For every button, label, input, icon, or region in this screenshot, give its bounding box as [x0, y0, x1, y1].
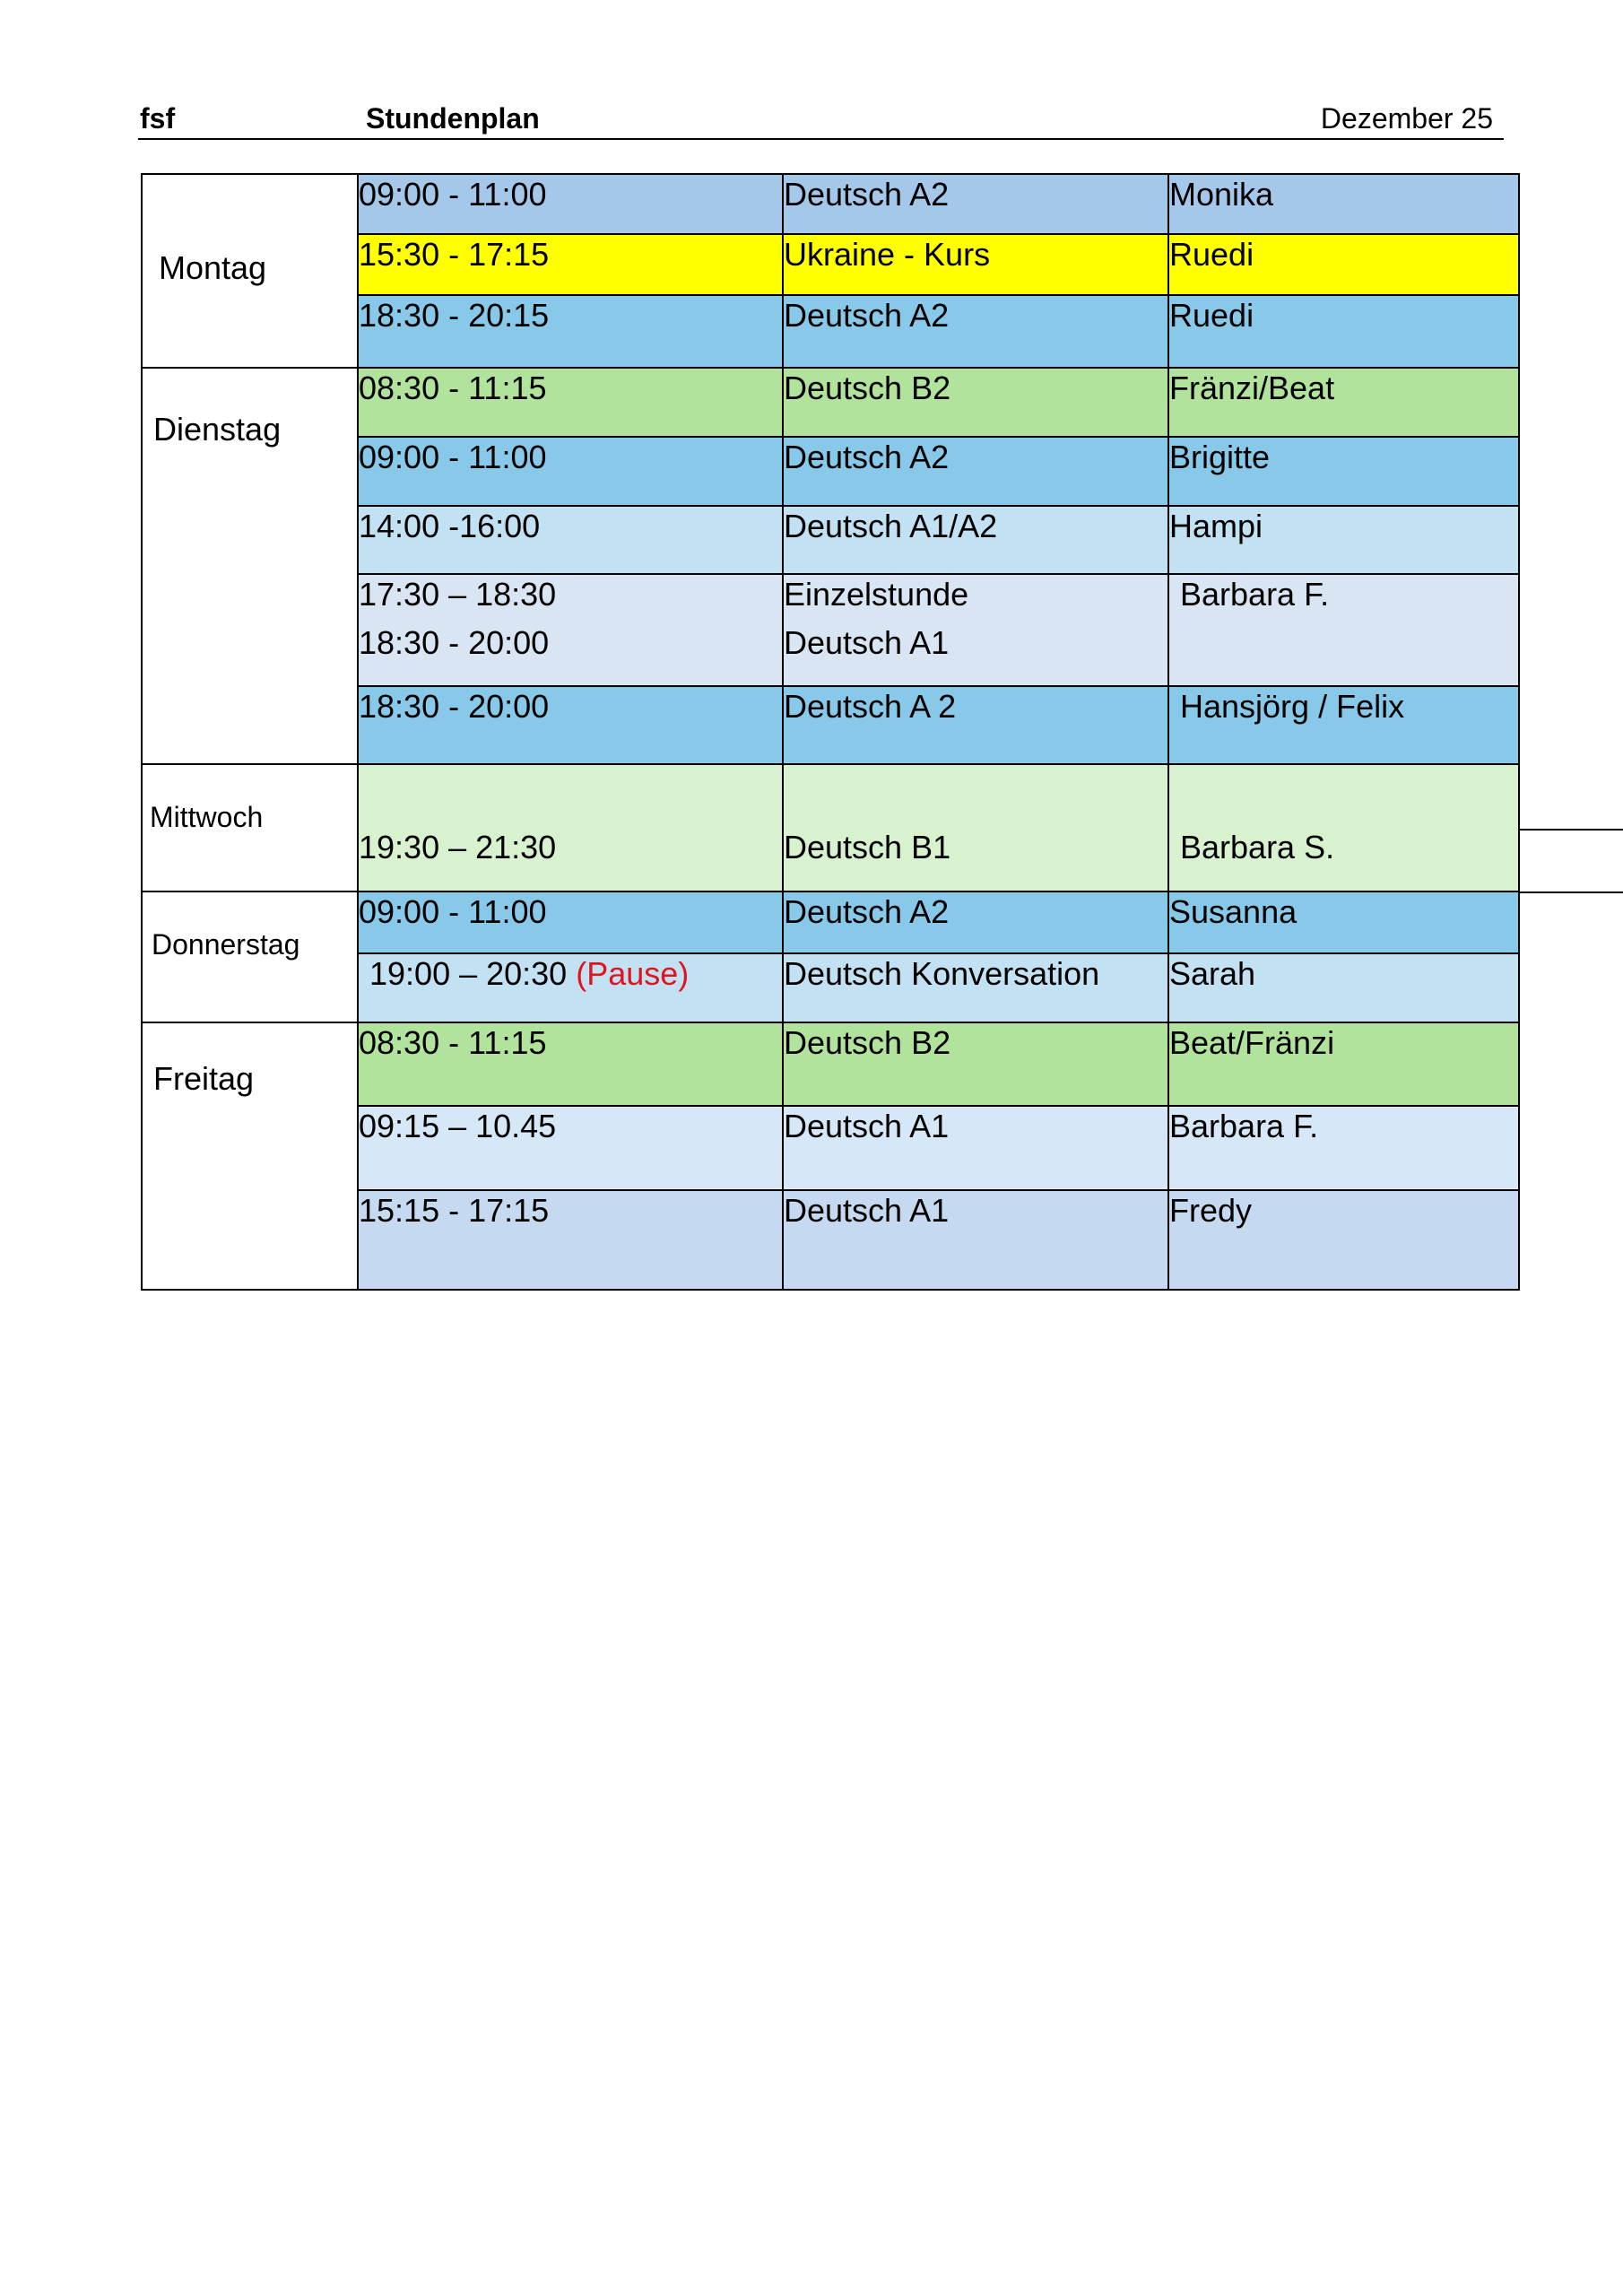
teacher-cell: Barbara F.	[1168, 1106, 1519, 1190]
time-cell: 08:30 - 11:15	[358, 368, 783, 437]
pause-note: (Pause)	[576, 955, 690, 992]
course-cell: Deutsch A1	[783, 1106, 1168, 1190]
divider-line	[1518, 829, 1623, 831]
teacher-cell: Hampi	[1168, 506, 1519, 574]
table-row	[142, 1022, 1519, 1106]
schedule-table	[141, 173, 1520, 1291]
time-cell: 15:30 - 17:15	[358, 234, 783, 295]
course-cell: Deutsch A1	[783, 1190, 1168, 1290]
day-label: Donnerstag	[152, 928, 300, 961]
table-row	[142, 891, 1519, 953]
course-cell: Deutsch B2	[783, 368, 1168, 437]
time-line-2: 18:30 - 20:00	[359, 624, 550, 661]
org-name: fsf	[140, 102, 176, 135]
course-cell: Deutsch A1/A2	[783, 506, 1168, 574]
page-header	[138, 97, 1504, 140]
time-cell: 08:30 - 11:15	[358, 1022, 783, 1106]
day-cell-freitag	[142, 1022, 358, 1290]
teacher-cell: Susanna	[1168, 891, 1519, 953]
time-line-1: 17:30 – 18:30	[359, 576, 557, 613]
course-cell: Ukraine - Kurs	[783, 234, 1168, 295]
course-cell: Deutsch A 2	[783, 686, 1168, 764]
course-cell: Deutsch Konversation	[783, 953, 1168, 1022]
day-label: Mittwoch	[150, 801, 264, 833]
table-row	[142, 368, 1519, 437]
time-cell: 14:00 -16:00	[358, 506, 783, 574]
day-cell-mittwoch	[142, 764, 358, 891]
day-label: Dienstag	[153, 411, 282, 448]
teacher-cell: Fredy	[1168, 1190, 1519, 1290]
teacher-cell: Monika	[1168, 174, 1519, 234]
teacher-cell: Ruedi	[1168, 234, 1519, 295]
page-title: Stundenplan	[366, 102, 540, 135]
course-cell: Deutsch B1	[783, 764, 1168, 891]
course-cell	[783, 574, 1168, 686]
day-cell-donnerstag	[142, 891, 358, 1022]
course-cell: Deutsch A2	[783, 891, 1168, 953]
teacher-cell: Sarah	[1168, 953, 1519, 1022]
time-cell: 15:15 - 17:15	[358, 1190, 783, 1290]
time-cell	[358, 953, 783, 1022]
teacher-cell: Barbara F.	[1168, 574, 1519, 686]
course-line-1: Einzelstunde	[784, 576, 969, 613]
time-cell	[358, 574, 783, 686]
day-label: Freitag	[153, 1060, 255, 1097]
time-cell: 18:30 - 20:00	[358, 686, 783, 764]
teacher-cell: Brigitte	[1168, 437, 1519, 506]
time-cell: 09:00 - 11:00	[358, 891, 783, 953]
teacher-cell: Beat/Fränzi	[1168, 1022, 1519, 1106]
time-text: 19:00 – 20:30	[369, 955, 568, 992]
course-cell: Deutsch A2	[783, 437, 1168, 506]
time-cell: 09:00 - 11:00	[358, 174, 783, 234]
time-cell: 09:00 - 11:00	[358, 437, 783, 506]
course-line-2: Deutsch A1	[784, 624, 950, 661]
time-cell: 18:30 - 20:15	[358, 295, 783, 368]
teacher-cell: Ruedi	[1168, 295, 1519, 368]
teacher-cell: Barbara S.	[1168, 764, 1519, 891]
teacher-cell: Fränzi/Beat	[1168, 368, 1519, 437]
table-row	[142, 174, 1519, 234]
day-label: Montag	[159, 249, 267, 286]
course-cell: Deutsch A2	[783, 295, 1168, 368]
course-cell: Deutsch B2	[783, 1022, 1168, 1106]
month-label: Dezember 25	[1320, 102, 1493, 135]
table-row	[142, 764, 1519, 891]
teacher-cell: Hansjörg / Felix	[1168, 686, 1519, 764]
day-cell-montag	[142, 174, 358, 368]
course-cell: Deutsch A2	[783, 174, 1168, 234]
time-cell: 19:30 – 21:30	[358, 764, 783, 891]
time-cell: 09:15 – 10.45	[358, 1106, 783, 1190]
divider-line	[1518, 891, 1623, 893]
day-cell-dienstag	[142, 368, 358, 764]
